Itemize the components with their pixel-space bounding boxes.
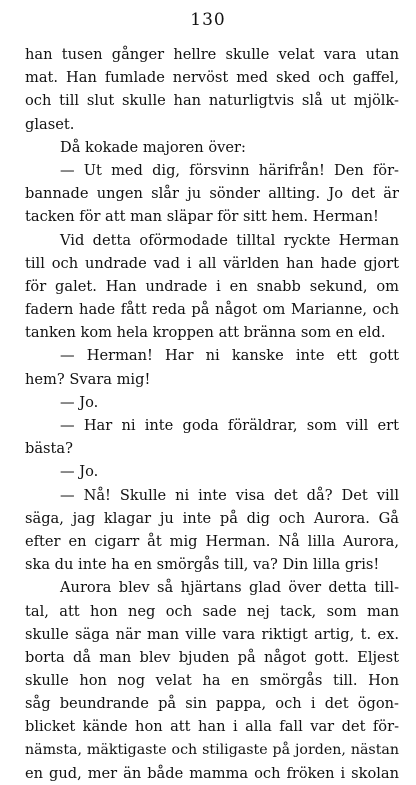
- text-line: Vid detta oförmodade tilltal ryckte Herman: [60, 231, 399, 249]
- text-line: Aurora blev så hjärtans glad över detta till-: [60, 579, 399, 597]
- text-line: säga, jag klagar ju inte på dig och Aurora. Gå: [25, 509, 399, 527]
- text-line: glaset.: [25, 115, 75, 133]
- text-line: Då kokade majoren över:: [60, 138, 246, 156]
- text-line: — Nå! Skulle ni inte visa det då? Det vill: [60, 486, 399, 504]
- text-line: en gud, mer än både mamma och fröken i skolan: [25, 764, 399, 782]
- text-line: tanken kom hela kroppen att bränna som en eld.: [25, 324, 386, 342]
- text-line: borta då man blev bjuden på något gott. Eljest: [25, 648, 399, 666]
- text-line: — Ut med dig, försvinn härifrån! Den för-: [60, 161, 399, 179]
- text-line: — Har ni inte goda föräldrar, som vill ert: [60, 417, 399, 434]
- text-line: blicket kände hon att han i alla fall var det för-: [25, 718, 399, 736]
- text-line: — Jo.: [60, 393, 99, 411]
- text-line: hem? Svara mig!: [25, 370, 151, 388]
- text-line: såg beundrande på sin pappa, och i det ögon-: [25, 695, 399, 713]
- text-line: för galet. Han undrade i en snabb sekund, om: [25, 277, 399, 295]
- text-line: tacken för att man släpar för sitt hem. Herman!: [25, 208, 379, 226]
- text-line: mat. Han fumlade nervöst med sked och gaffel,: [25, 69, 399, 87]
- text-line: ska du inte ha en smörgås till, va? Din lilla gris!: [25, 556, 380, 574]
- text-line: fadern hade fått reda på något om Marianne, och: [25, 301, 399, 319]
- page-number: 130: [190, 10, 226, 30]
- text-line: nämsta, mäktigaste och stiligaste på jorden, nästan: [25, 741, 399, 758]
- text-line: skulle säga när man ville vara riktigt artig, t. ex.: [25, 625, 399, 643]
- body-text: [25, 43, 399, 785]
- text-line: bannade ungen slår ju sönder allting. Jo det är: [25, 185, 399, 203]
- text-line: — Jo.: [60, 463, 99, 481]
- text-line: han tusen gånger hellre skulle velat vara utan: [25, 46, 399, 63]
- text-line: skulle hon nog velat ha en smörgås till. Hon: [25, 672, 399, 690]
- text-line: till och undrade vad i all världen han hade gjort: [25, 254, 399, 272]
- text-line: efter en cigarr åt mig Herman. Nå lilla Aurora,: [25, 532, 399, 550]
- text-line: — Herman! Har ni kanske inte ett gott: [60, 347, 399, 365]
- text-line: tal, att hon neg och sade nej tack, som man: [25, 602, 399, 620]
- text-line: och till slut skulle han naturligtvis slå ut mjölk-: [25, 92, 399, 110]
- text-line: bästa?: [25, 440, 73, 458]
